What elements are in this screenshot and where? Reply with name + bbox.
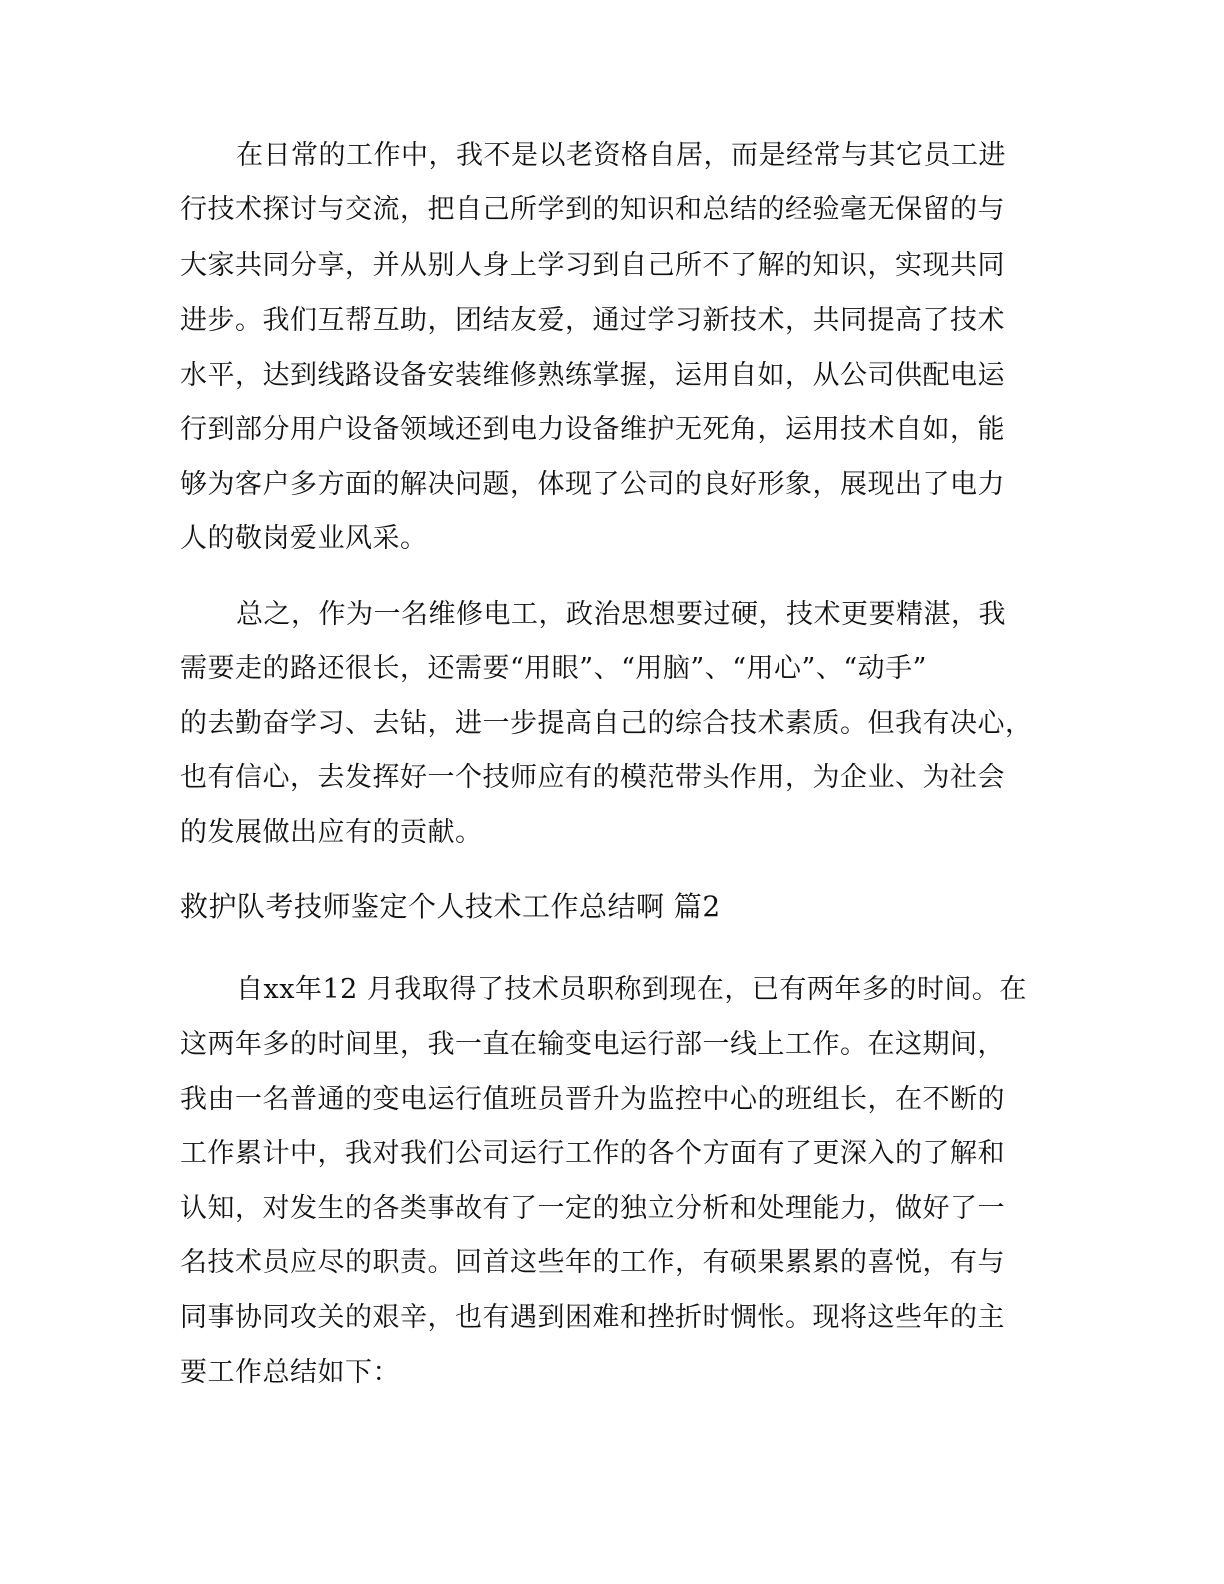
paragraph-1-line-3: 大家共同分享，并从别人身上学习到自己所不了解的知识，实现共同: [180, 250, 1005, 281]
paragraph-3-line-6: 名技术员应尽的职责。回首这些年的工作，有硕果累累的喜悦，有与: [180, 1247, 1005, 1278]
paragraph-1-line-7: 够为客户多方面的解决问题，体现了公司的良好形象，展现出了电力: [180, 469, 1005, 500]
paragraph-1-line-4: 进步。我们互帮互助，团结友爱，通过学习新技术，共同提高了技术: [180, 305, 1005, 336]
paragraph-2-line-4: 也有信心，去发挥好一个技师应有的模范带头作用，为企业、为社会: [180, 762, 1005, 793]
paragraph-1-line-2: 行技术探讨与交流，把自己所学到的知识和总结的经验毫无保留的与: [180, 194, 1005, 225]
paragraph-3-line-7: 同事协同攻关的艰辛，也有遇到困难和挫折时惆怅。现将这些年的主: [180, 1302, 1005, 1333]
paragraph-1-line-8: 人的敬岗爱业风采。: [180, 523, 428, 554]
paragraph-3-line-1: 自xx年12 月我取得了技术员职称到现在，已有两年多的时间。在: [236, 974, 1027, 1005]
paragraph-1-line-1: 在日常的工作中，我不是以老资格自居，而是经常与其它员工进: [236, 140, 1006, 171]
paragraph-3-line-2: 这两年多的时间里，我一直在输变电运行部一线上工作。在这期间，: [180, 1029, 1005, 1060]
paragraph-2-line-2: 需要走的路还很长，还需要“用眼”、“用脑”、“用心”、“动手”: [180, 653, 927, 684]
paragraph-2-line-1: 总之，作为一名维修电工，政治思想要过硬，技术更要精湛，我: [236, 599, 1006, 630]
section-heading: 救护队考技师鉴定个人技术工作总结啊 篇2: [180, 890, 721, 923]
paragraph-1-line-5: 水平，达到线路设备安装维修熟练掌握，运用自如，从公司供配电运: [180, 360, 1005, 391]
paragraph-2-line-5: 的发展做出应有的贡献。: [180, 817, 483, 848]
paragraph-1-line-6: 行到部分用户设备领域还到电力设备维护无死角，运用技术自如，能: [180, 414, 1005, 445]
paragraph-3-line-4: 工作累计中，我对我们公司运行工作的各个方面有了更深入的了解和: [180, 1138, 1005, 1169]
paragraph-2-line-3: 的去勤奋学习、去钻，进一步提高自己的综合技术素质。但我有决心，: [180, 708, 1033, 739]
paragraph-3-line-5: 认知，对发生的各类事故有了一定的独立分析和处理能力，做好了一: [180, 1193, 1005, 1224]
paragraph-3-line-3: 我由一名普通的变电运行值班员晋升为监控中心的班组长，在不断的: [180, 1084, 1005, 1115]
paragraph-3-line-8: 要工作总结如下：: [180, 1357, 400, 1388]
